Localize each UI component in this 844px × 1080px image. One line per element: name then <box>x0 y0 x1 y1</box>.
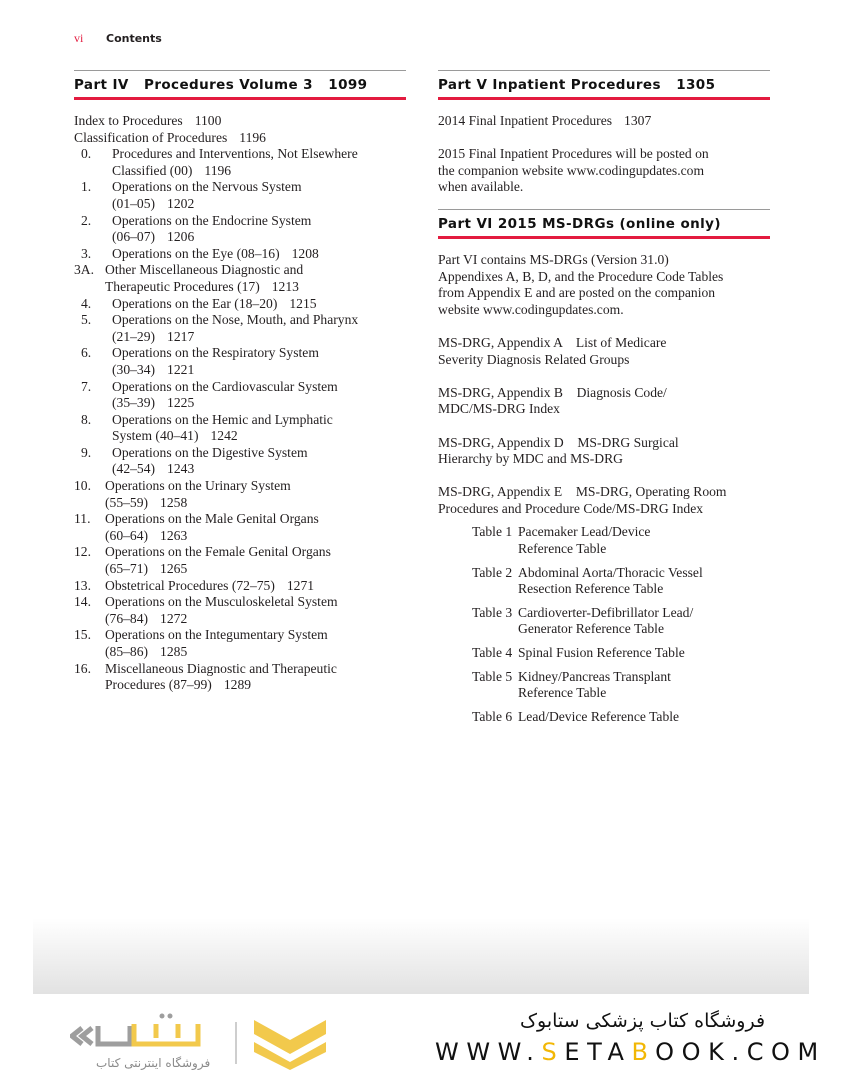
chapter-title <box>105 262 406 295</box>
chapter-title-text: Therapeutic Procedures (17) <box>105 278 260 294</box>
chapter-title <box>105 578 406 595</box>
chapter-title-line <box>112 246 406 263</box>
toc-page: 1206 <box>167 229 195 245</box>
part-v-content <box>438 113 770 196</box>
chapter-title-text: Other Miscellaneous Diagnostic and <box>105 262 304 278</box>
appendix-line: Severity Diagnosis Related Groups <box>438 351 630 367</box>
store-url-link[interactable] <box>435 1038 826 1066</box>
appendix-line: MS-DRG, Appendix D MS-DRG Surgical <box>438 434 679 450</box>
toc-chapter-entry[interactable] <box>74 511 406 544</box>
toc-page: 1213 <box>271 278 299 294</box>
url-part: OOK.COM <box>655 1038 826 1066</box>
appendix-line: Procedures and Procedure Code/MS-DRG Index <box>438 500 704 516</box>
intro-line: from Appendix E and are posted on the companion <box>438 285 716 301</box>
table-label: Table 2 <box>472 564 513 580</box>
table-description-line: Lead/Device Reference Table <box>518 708 680 724</box>
chapter-number: 0. <box>81 146 92 162</box>
toc-chapter-entry[interactable] <box>74 146 406 179</box>
url-accent: S <box>541 1038 565 1066</box>
toc-page: 1265 <box>160 561 188 577</box>
table-description <box>518 605 770 638</box>
note-line: the companion website www.codingupdates.com <box>438 162 705 178</box>
table-description-line: Reference Table <box>518 541 607 557</box>
toc-entry-text: 2014 Final Inpatient Procedures <box>438 113 613 128</box>
toc-chapter-entry[interactable] <box>74 296 406 313</box>
chapter-number: 11. <box>74 511 91 527</box>
running-head-title: Contents <box>106 32 162 45</box>
toc-page: 1202 <box>167 195 195 211</box>
chapter-title-line <box>112 163 406 180</box>
chapter-title-line <box>105 677 406 694</box>
chapter-title <box>112 179 406 212</box>
chapter-title-text: Operations on the Respiratory System <box>112 345 319 361</box>
reference-table-entry[interactable] <box>438 605 770 638</box>
reference-table-entry[interactable] <box>438 524 770 557</box>
chapter-title-text: (60–64) <box>105 527 149 543</box>
chapter-number: 2. <box>81 212 92 228</box>
chapter-number: 13. <box>74 577 91 593</box>
logo-tagline: فروشگاه اینترنتی کتاب <box>96 1056 211 1070</box>
chapter-title-line <box>112 296 406 313</box>
toc-page: 1196 <box>239 129 266 145</box>
part-vi-intro <box>438 252 770 318</box>
toc-chapter-entry[interactable] <box>74 262 406 295</box>
part-vi-heading: Part VI 2015 MS-DRGs (online only) <box>438 209 770 239</box>
toc-page: 1258 <box>160 494 188 510</box>
chapter-title-line <box>112 379 406 396</box>
chapter-title <box>105 594 406 627</box>
chapter-title-text: Operations on the Eye (08–16) <box>112 245 280 261</box>
reference-table-entry[interactable] <box>438 565 770 598</box>
toc-entry-classification[interactable] <box>74 130 406 147</box>
table-description-line: Cardioverter-Defibrillator Lead/ <box>518 604 694 620</box>
appendix-entry[interactable] <box>438 385 770 418</box>
chapter-number: 4. <box>81 295 92 311</box>
chapter-number: 16. <box>74 660 91 676</box>
chapter-title <box>112 379 406 412</box>
table-description <box>518 709 770 726</box>
chapter-number: 7. <box>81 378 92 394</box>
chapter-title-text: (85–86) <box>105 644 149 659</box>
toc-page: 1243 <box>167 461 195 477</box>
note-line: 2015 Final Inpatient Procedures will be posted on <box>438 146 709 162</box>
chapter-number: 5. <box>81 312 92 328</box>
toc-page: 1307 <box>624 113 652 128</box>
chapter-title <box>105 627 406 660</box>
chapter-title <box>112 445 406 478</box>
chapter-title-line <box>112 213 406 230</box>
chapter-title-line <box>112 229 406 246</box>
toc-page: 1289 <box>223 677 252 693</box>
chapter-title-line <box>105 279 406 296</box>
chapter-number: 1. <box>81 179 92 195</box>
chapter-title-line <box>112 412 406 429</box>
chapter-number: 8. <box>81 411 92 427</box>
chapter-title-text: Operations on the Nervous System <box>112 179 302 195</box>
chapter-number: 9. <box>81 444 92 460</box>
chapter-title-text: Operations on the Urinary System <box>105 478 291 494</box>
toc-entry-2014-final[interactable] <box>438 113 770 130</box>
table-description-line: Pacemaker Lead/Device <box>518 524 651 540</box>
setabook-logo[interactable] <box>70 1012 340 1072</box>
url-part: ETA <box>564 1038 632 1066</box>
running-head <box>74 31 162 47</box>
publisher-footer <box>0 994 844 1080</box>
toc-chapter-entry[interactable] <box>74 179 406 212</box>
appendix-line: MS-DRG, Appendix B Diagnosis Code/ <box>438 384 667 400</box>
appendix-line: MS-DRG, Appendix E MS-DRG, Operating Room <box>438 484 727 500</box>
chapter-title-text: (65–71) <box>105 561 149 577</box>
chapter-title-text: (30–34) <box>112 361 156 377</box>
appendix-entry[interactable] <box>438 435 770 468</box>
chapter-title-line <box>112 312 406 329</box>
intro-line: Appendixes A, B, D, and the Procedure Code Tables <box>438 268 724 284</box>
footer-fade <box>33 918 809 994</box>
part-iv-toc <box>74 113 406 694</box>
chapter-title-line <box>105 644 406 661</box>
chapter-title-text: (35–39) <box>112 395 156 411</box>
chapter-title-text: (55–59) <box>105 494 149 510</box>
chapter-title-text: (06–07) <box>112 229 156 245</box>
chapter-title-text: Operations on the Cardiovascular System <box>112 378 338 394</box>
part-v-heading: Part V Inpatient Procedures 1305 <box>438 70 770 100</box>
chapter-title-line <box>112 362 406 379</box>
url-part: WWW. <box>435 1038 542 1066</box>
toc-page: 1242 <box>210 428 238 444</box>
toc-page: 1221 <box>167 361 195 377</box>
intro-line: Part VI contains MS-DRGs (Version 31.0) <box>438 251 669 267</box>
chapter-title <box>112 312 406 345</box>
toc-page: 1215 <box>289 295 317 311</box>
chapter-title-line <box>112 179 406 196</box>
chapter-title-line <box>112 461 406 478</box>
reference-table-entry[interactable] <box>438 669 770 702</box>
chapter-title-text: Miscellaneous Diagnostic and Therapeutic <box>105 660 337 676</box>
toc-chapter-entry[interactable] <box>74 412 406 445</box>
chapter-title-text: (21–29) <box>112 328 156 344</box>
table-description <box>518 524 770 557</box>
toc-page: 1271 <box>286 577 315 593</box>
chapter-title-line <box>112 146 406 163</box>
table-description-line: Reference Table <box>518 685 607 701</box>
toc-page: 1208 <box>291 245 319 261</box>
toc-page: 1225 <box>167 395 195 411</box>
chapter-title-line <box>112 395 406 412</box>
chapter-title <box>112 296 406 313</box>
chapter-title-line <box>105 594 406 611</box>
toc-page: 1263 <box>160 527 188 543</box>
chapter-title <box>105 661 406 694</box>
chapter-title-line <box>105 561 406 578</box>
chapter-title-line <box>105 627 406 644</box>
chapter-title-line <box>105 611 406 628</box>
table-list <box>438 524 770 725</box>
toc-entry-index[interactable] <box>74 113 406 130</box>
table-description <box>518 645 770 662</box>
right-column <box>438 70 770 725</box>
chapter-title-text: Procedures and Interventions, Not Elsewhere <box>112 146 358 162</box>
toc-chapter-entry[interactable] <box>74 594 406 627</box>
part-iv-heading: Part IV Procedures Volume 3 1099 <box>74 70 406 100</box>
appendix-entry[interactable] <box>438 335 770 368</box>
toc-entry-text: Classification of Procedures <box>74 129 228 145</box>
toc-page: 1100 <box>194 113 222 128</box>
chapter-title-line <box>112 345 406 362</box>
toc-chapter-entry[interactable] <box>74 544 406 577</box>
chapter-title-text: Operations on the Nose, Mouth, and Pharynx <box>112 312 359 328</box>
table-description-line: Generator Reference Table <box>518 621 664 637</box>
chapter-number: 15. <box>74 627 91 643</box>
chapter-number: 3A. <box>74 262 95 278</box>
toc-chapter-entry[interactable] <box>74 478 406 511</box>
intro-line: website www.codingupdates.com. <box>438 301 624 317</box>
reference-table-entry[interactable] <box>438 645 770 662</box>
table-description-line: Resection Reference Table <box>518 581 664 597</box>
toc-chapter-entry[interactable] <box>74 312 406 345</box>
table-label: Table 3 <box>472 604 513 620</box>
chapter-title-text: Procedures (87–99) <box>105 677 212 693</box>
chapter-title-text: Classified (00) <box>112 162 193 178</box>
chapter-title-text: (01–05) <box>112 195 156 211</box>
table-description <box>518 565 770 598</box>
part-vi-content <box>438 252 770 725</box>
chapter-title-text: Operations on the Female Genital Organs <box>105 544 331 560</box>
chapter-title-line <box>105 262 406 279</box>
chapter-number: 6. <box>81 345 92 361</box>
table-description-line: Abdominal Aorta/Thoracic Vessel <box>518 564 703 580</box>
chapter-title-line <box>105 528 406 545</box>
appendix-line: MS-DRG, Appendix A List of Medicare <box>438 334 667 350</box>
chapter-title-line <box>105 578 406 595</box>
chapter-title-text: Operations on the Endocrine System <box>112 212 312 228</box>
reference-table-entry[interactable] <box>438 709 770 726</box>
chapter-title-text: System (40–41) <box>112 428 199 444</box>
page-folio: vi <box>74 31 84 45</box>
toc-chapter-entry[interactable] <box>74 345 406 378</box>
table-label: Table 4 <box>472 645 513 661</box>
chapter-title-line <box>105 511 406 528</box>
appendix-list <box>438 318 770 517</box>
chapter-title <box>105 544 406 577</box>
chapter-title <box>105 478 406 511</box>
toc-chapter-entry[interactable] <box>74 379 406 412</box>
chapter-title-text: Operations on the Hemic and Lymphatic <box>112 411 333 427</box>
appendix-line: MDC/MS-DRG Index <box>438 401 560 417</box>
chapter-title-text: Operations on the Integumentary System <box>105 627 328 643</box>
part-v-note <box>438 146 770 196</box>
table-description-line: Spinal Fusion Reference Table <box>518 645 685 661</box>
toc-page: 1217 <box>167 328 195 344</box>
toc-chapter-entry[interactable] <box>74 213 406 246</box>
chapter-list <box>74 146 406 694</box>
store-name: فروشگاه کتاب پزشکی ستابوک <box>520 1010 766 1032</box>
left-column <box>74 70 406 694</box>
chapter-title-line <box>105 661 406 678</box>
url-accent: B <box>631 1038 656 1066</box>
chapter-title-text: Operations on the Digestive System <box>112 444 308 460</box>
toc-chapter-entry[interactable] <box>74 578 406 595</box>
chapter-title <box>112 246 406 263</box>
chapter-title-line <box>112 428 406 445</box>
chapter-title <box>112 412 406 445</box>
toc-chapter-entry[interactable] <box>74 627 406 660</box>
note-line: when available. <box>438 179 524 195</box>
chapter-title-text: (76–84) <box>105 610 149 626</box>
chapter-title-text: (42–54) <box>112 461 156 477</box>
table-label: Table 6 <box>472 708 513 724</box>
appendix-line: Hierarchy by MDC and MS-DRG <box>438 451 624 467</box>
chapter-title-line <box>112 445 406 462</box>
toc-page: 1272 <box>160 610 188 626</box>
appendix-entry[interactable] <box>438 484 770 517</box>
table-description-line: Kidney/Pancreas Transplant <box>518 668 671 684</box>
chapter-title <box>105 511 406 544</box>
toc-entry-text: Index to Procedures <box>74 113 183 128</box>
chapter-title-line <box>105 495 406 512</box>
chapter-number: 3. <box>81 245 92 261</box>
toc-page: 1196 <box>204 162 232 178</box>
toc-page: 1285 <box>160 644 188 659</box>
chapter-title-line <box>112 329 406 346</box>
toc-chapter-entry[interactable] <box>74 661 406 694</box>
chapter-number: 12. <box>74 544 91 560</box>
chapter-title <box>112 345 406 378</box>
chapter-title <box>112 213 406 246</box>
table-label: Table 5 <box>472 668 513 684</box>
chapter-title-text: Operations on the Male Genital Organs <box>105 511 319 527</box>
chapter-title <box>112 146 406 179</box>
table-label: Table 1 <box>472 524 513 540</box>
table-description <box>518 669 770 702</box>
toc-chapter-entry[interactable] <box>74 445 406 478</box>
chapter-title-text: Operations on the Ear (18–20) <box>112 295 278 311</box>
chapter-title-line <box>105 544 406 561</box>
chapter-title-text: Obstetrical Procedures (72–75) <box>105 577 275 593</box>
chapter-number: 10. <box>74 478 91 494</box>
chapter-title-text: Operations on the Musculoskeletal System <box>105 594 338 610</box>
chapter-number: 14. <box>74 594 91 610</box>
chapter-title-line <box>112 196 406 213</box>
chapter-title-line <box>105 478 406 495</box>
toc-chapter-entry[interactable] <box>74 246 406 263</box>
